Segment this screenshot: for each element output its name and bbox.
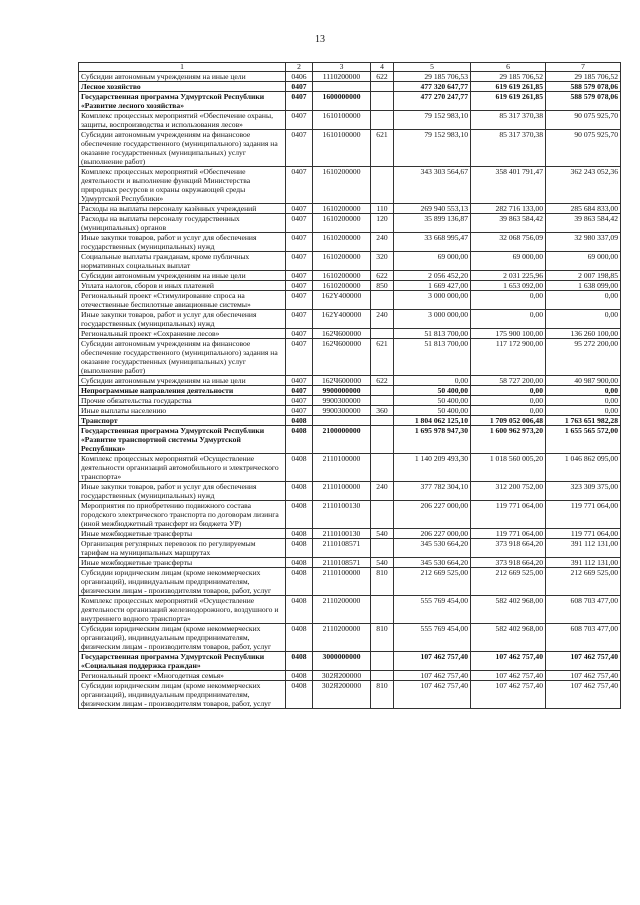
row-amount-col7: 32 980 337,09 xyxy=(546,233,621,252)
row-section-code: 0407 xyxy=(286,252,313,271)
row-target-article: 9900300000 xyxy=(313,396,371,406)
row-amount-col5: 0,00 xyxy=(394,376,471,386)
table-row xyxy=(79,339,621,376)
row-amount-col7: 608 703 477,00 xyxy=(546,596,621,624)
row-name: Субсидии автономным учреждениям на иные цели xyxy=(79,376,286,386)
table-row xyxy=(79,82,621,92)
row-target-article: 1610200000 xyxy=(313,204,371,214)
row-amount-col7: 0,00 xyxy=(546,291,621,310)
row-section-code: 0408 xyxy=(286,501,313,529)
row-amount-col5: 555 769 454,00 xyxy=(394,624,471,652)
row-expense-type xyxy=(371,454,394,482)
row-target-article: 2110200000 xyxy=(313,596,371,624)
row-section-code: 0408 xyxy=(286,426,313,454)
row-amount-col7: 1 763 651 982,28 xyxy=(546,416,621,426)
row-amount-col7: 40 987 900,00 xyxy=(546,376,621,386)
row-expense-type: 320 xyxy=(371,252,394,271)
table-row xyxy=(79,501,621,529)
row-amount-col7: 0,00 xyxy=(546,386,621,396)
row-name: Лесное хозяйство xyxy=(79,82,286,92)
table-row xyxy=(79,454,621,482)
row-amount-col6: 582 402 968,00 xyxy=(471,596,546,624)
column-header: 4 xyxy=(371,63,394,72)
row-section-code: 0408 xyxy=(286,558,313,568)
row-expense-type xyxy=(371,539,394,558)
row-name: Субсидии автономным учреждениям на иные цели xyxy=(79,72,286,82)
row-target-article: 1610100000 xyxy=(313,130,371,167)
row-name: Субсидии автономным учреждениям на иные цели xyxy=(79,271,286,281)
row-amount-col6: 1 709 052 006,48 xyxy=(471,416,546,426)
row-amount-col5: 1 804 062 125,10 xyxy=(394,416,471,426)
row-name: Субсидии юридическим лицам (кроме некоммерческих организаций), индивидуальным предпринимателям, физическим лицам - производителям товаров, работ, услуг xyxy=(79,681,286,709)
row-amount-col5: 477 270 247,77 xyxy=(394,92,471,111)
row-section-code: 0407 xyxy=(286,214,313,233)
row-amount-col6: 1 018 560 005,20 xyxy=(471,454,546,482)
row-target-article: 2110100130 xyxy=(313,529,371,539)
table-header-row xyxy=(79,63,621,72)
row-expense-type: 850 xyxy=(371,281,394,291)
table-row xyxy=(79,271,621,281)
row-amount-col7: 107 462 757,40 xyxy=(546,671,621,681)
table-row xyxy=(79,406,621,416)
row-amount-col5: 79 152 983,10 xyxy=(394,111,471,130)
row-section-code: 0408 xyxy=(286,454,313,482)
row-name: Мероприятия по приобретению подвижного состава городского электрического транспорта по договорам лизинга (иной межбюджетный трансферт из бюджета УР) xyxy=(79,501,286,529)
row-target-article: 162Y400000 xyxy=(313,310,371,329)
row-amount-col6: 373 918 664,20 xyxy=(471,558,546,568)
row-target-article: 302Я200000 xyxy=(313,671,371,681)
row-section-code: 0408 xyxy=(286,416,313,426)
table-row xyxy=(79,233,621,252)
row-amount-col7: 95 272 200,00 xyxy=(546,339,621,376)
row-section-code: 0407 xyxy=(286,167,313,204)
table-row xyxy=(79,111,621,130)
row-target-article: 2110200000 xyxy=(313,624,371,652)
table-row xyxy=(79,681,621,709)
row-expense-type xyxy=(371,291,394,310)
column-header: 1 xyxy=(79,63,286,72)
column-header: 3 xyxy=(313,63,371,72)
row-amount-col5: 206 227 000,00 xyxy=(394,501,471,529)
row-amount-col6: 1 653 092,00 xyxy=(471,281,546,291)
row-section-code: 0407 xyxy=(286,271,313,281)
row-amount-col6: 175 900 100,00 xyxy=(471,329,546,339)
row-expense-type: 240 xyxy=(371,482,394,501)
row-name: Комплекс процессных мероприятий «Обеспечение деятельности и выполнение функций Министерства природных ресурсов и охраны окружающей среды Удмуртской Республики» xyxy=(79,167,286,204)
table-row xyxy=(79,214,621,233)
row-amount-col5: 33 668 995,47 xyxy=(394,233,471,252)
row-amount-col5: 345 530 664,20 xyxy=(394,558,471,568)
row-amount-col5: 212 669 525,00 xyxy=(394,568,471,596)
row-target-article: 9900300000 xyxy=(313,406,371,416)
row-target-article: 2110100000 xyxy=(313,454,371,482)
table-row xyxy=(79,671,621,681)
row-amount-col7: 362 243 052,36 xyxy=(546,167,621,204)
row-amount-col5: 269 940 553,13 xyxy=(394,204,471,214)
row-amount-col6: 619 619 261,85 xyxy=(471,82,546,92)
row-name: Комплекс процессных мероприятий «Обеспечение охраны, защиты, воспроизводства и использования лесов» xyxy=(79,111,286,130)
table-row xyxy=(79,291,621,310)
row-amount-col7: 69 000,00 xyxy=(546,252,621,271)
row-amount-col6: 212 669 525,00 xyxy=(471,568,546,596)
row-target-article: 162Ч600000 xyxy=(313,329,371,339)
row-expense-type xyxy=(371,386,394,396)
row-amount-col7: 1 046 862 095,00 xyxy=(546,454,621,482)
row-expense-type xyxy=(371,596,394,624)
row-amount-col7: 608 703 477,00 xyxy=(546,624,621,652)
row-amount-col6: 312 200 752,00 xyxy=(471,482,546,501)
row-amount-col7: 391 112 131,00 xyxy=(546,539,621,558)
row-amount-col7: 0,00 xyxy=(546,310,621,329)
row-amount-col7: 90 075 925,70 xyxy=(546,111,621,130)
row-section-code: 0408 xyxy=(286,671,313,681)
row-amount-col6: 119 771 064,00 xyxy=(471,501,546,529)
row-section-code: 0408 xyxy=(286,681,313,709)
row-target-article: 1610200000 xyxy=(313,167,371,204)
row-section-code: 0407 xyxy=(286,329,313,339)
row-expense-type: 240 xyxy=(371,310,394,329)
row-amount-col7: 588 579 078,06 xyxy=(546,92,621,111)
table-row xyxy=(79,396,621,406)
row-amount-col7: 0,00 xyxy=(546,396,621,406)
row-target-article: 1610200000 xyxy=(313,281,371,291)
row-section-code: 0407 xyxy=(286,310,313,329)
row-target-article: 162Ч600000 xyxy=(313,339,371,376)
row-name: Субсидии автономным учреждениям на финансовое обеспечение государственного (муниципального) задания на оказание государственных (муниципальных) услуг (выполнение работ) xyxy=(79,130,286,167)
row-amount-col5: 29 185 706,53 xyxy=(394,72,471,82)
page-number: 13 xyxy=(315,34,325,45)
row-amount-col6: 85 317 370,38 xyxy=(471,130,546,167)
row-amount-col7: 107 462 757,40 xyxy=(546,681,621,709)
table-row xyxy=(79,281,621,291)
row-section-code: 0407 xyxy=(286,281,313,291)
row-name: Региональный проект «Сохранение лесов» xyxy=(79,329,286,339)
row-name: Иные закупки товаров, работ и услуг для обеспечения государственных (муниципальных) нужд xyxy=(79,233,286,252)
row-amount-col5: 377 782 304,10 xyxy=(394,482,471,501)
row-amount-col5: 51 813 700,00 xyxy=(394,339,471,376)
row-name: Субсидии автономным учреждениям на финансовое обеспечение государственного (муниципального) задания на оказание государственных (муниципальных) услуг (выполнение работ) xyxy=(79,339,286,376)
row-target-article: 162Ч600000 xyxy=(313,376,371,386)
row-amount-col5: 1 140 209 493,30 xyxy=(394,454,471,482)
row-section-code: 0407 xyxy=(286,396,313,406)
table-row xyxy=(79,416,621,426)
row-expense-type: 621 xyxy=(371,130,394,167)
row-amount-col6: 32 068 756,09 xyxy=(471,233,546,252)
table-row xyxy=(79,130,621,167)
row-amount-col7: 0,00 xyxy=(546,406,621,416)
table-row xyxy=(79,167,621,204)
row-target-article: 1610200000 xyxy=(313,214,371,233)
row-target-article: 302Я200000 xyxy=(313,681,371,709)
row-expense-type xyxy=(371,426,394,454)
row-section-code: 0407 xyxy=(286,233,313,252)
row-amount-col6: 358 401 791,47 xyxy=(471,167,546,204)
row-section-code: 0408 xyxy=(286,482,313,501)
row-target-article: 3000000000 xyxy=(313,652,371,671)
row-amount-col7: 1 638 099,00 xyxy=(546,281,621,291)
row-name: Иные выплаты населению xyxy=(79,406,286,416)
row-amount-col6: 69 000,00 xyxy=(471,252,546,271)
row-amount-col5: 51 813 700,00 xyxy=(394,329,471,339)
row-amount-col7: 107 462 757,40 xyxy=(546,652,621,671)
row-amount-col6: 107 462 757,40 xyxy=(471,681,546,709)
row-section-code: 0407 xyxy=(286,339,313,376)
row-amount-col5: 1 669 427,00 xyxy=(394,281,471,291)
row-section-code: 0407 xyxy=(286,130,313,167)
row-amount-col5: 107 462 757,40 xyxy=(394,681,471,709)
row-amount-col6: 0,00 xyxy=(471,396,546,406)
row-amount-col6: 107 462 757,40 xyxy=(471,671,546,681)
row-target-article: 2110100130 xyxy=(313,501,371,529)
row-name: Субсидии юридическим лицам (кроме некоммерческих организаций), индивидуальным предпринимателям, физическим лицам - производителям товаров, работ, услуг xyxy=(79,568,286,596)
row-name: Региональный проект «Многодетная семья» xyxy=(79,671,286,681)
table-row xyxy=(79,329,621,339)
table-row xyxy=(79,529,621,539)
row-amount-col7: 136 260 100,00 xyxy=(546,329,621,339)
row-amount-col5: 477 320 647,77 xyxy=(394,82,471,92)
row-amount-col5: 3 000 000,00 xyxy=(394,310,471,329)
row-expense-type xyxy=(371,501,394,529)
row-target-article: 2110100000 xyxy=(313,482,371,501)
row-section-code: 0408 xyxy=(286,624,313,652)
row-amount-col6: 29 185 706,52 xyxy=(471,72,546,82)
row-target-article: 1610200000 xyxy=(313,233,371,252)
row-name: Государственная программа Удмуртской Республики «Развитие лесного хозяйства» xyxy=(79,92,286,111)
table-row xyxy=(79,426,621,454)
row-name: Региональный проект «Стимулирование спроса на отечественные беспилотные авиационные системы» xyxy=(79,291,286,310)
row-amount-col6: 2 031 225,96 xyxy=(471,271,546,281)
row-section-code: 0407 xyxy=(286,376,313,386)
row-target-article: 1110200000 xyxy=(313,72,371,82)
table-row xyxy=(79,652,621,671)
row-amount-col6: 85 317 370,38 xyxy=(471,111,546,130)
column-header: 5 xyxy=(394,63,471,72)
table-row xyxy=(79,482,621,501)
row-expense-type: 810 xyxy=(371,624,394,652)
table-row xyxy=(79,386,621,396)
table-row xyxy=(79,624,621,652)
row-expense-type xyxy=(371,111,394,130)
row-amount-col5: 35 899 136,87 xyxy=(394,214,471,233)
row-name: Социальные выплаты гражданам, кроме публичных нормативных социальных выплат xyxy=(79,252,286,271)
table-row xyxy=(79,72,621,82)
row-amount-col7: 391 112 131,00 xyxy=(546,558,621,568)
row-amount-col6: 582 402 968,00 xyxy=(471,624,546,652)
table-row xyxy=(79,558,621,568)
row-target-article: 1610200000 xyxy=(313,271,371,281)
row-section-code: 0408 xyxy=(286,568,313,596)
row-amount-col6: 1 600 962 973,20 xyxy=(471,426,546,454)
row-expense-type: 622 xyxy=(371,376,394,386)
row-expense-type: 540 xyxy=(371,558,394,568)
row-amount-col5: 50 400,00 xyxy=(394,396,471,406)
budget-table xyxy=(78,62,621,709)
table-row xyxy=(79,376,621,386)
row-expense-type: 810 xyxy=(371,681,394,709)
row-expense-type: 622 xyxy=(371,72,394,82)
row-amount-col7: 119 771 064,00 xyxy=(546,501,621,529)
row-amount-col5: 3 000 000,00 xyxy=(394,291,471,310)
row-name: Комплекс процессных мероприятий «Осуществление деятельности организаций железнодорожного, воздушного и внутреннего водного транспорта» xyxy=(79,596,286,624)
row-amount-col5: 1 695 978 947,30 xyxy=(394,426,471,454)
row-name: Организация регулярных перевозок по регулируемым тарифам на муниципальных маршрутах xyxy=(79,539,286,558)
row-expense-type: 240 xyxy=(371,233,394,252)
row-target-article: 2100000000 xyxy=(313,426,371,454)
row-section-code: 0408 xyxy=(286,529,313,539)
row-name: Иные закупки товаров, работ и услуг для обеспечения государственных (муниципальных) нужд xyxy=(79,310,286,329)
row-amount-col7: 588 579 078,06 xyxy=(546,82,621,92)
row-amount-col7: 285 684 833,00 xyxy=(546,204,621,214)
row-name: Прочие обязательства государства xyxy=(79,396,286,406)
table-row xyxy=(79,252,621,271)
row-section-code: 0407 xyxy=(286,291,313,310)
table-row xyxy=(79,92,621,111)
row-amount-col5: 107 462 757,40 xyxy=(394,652,471,671)
row-name: Уплата налогов, сборов и иных платежей xyxy=(79,281,286,291)
table-row xyxy=(79,539,621,558)
row-amount-col7: 29 185 706,52 xyxy=(546,72,621,82)
row-amount-col6: 117 172 900,00 xyxy=(471,339,546,376)
row-section-code: 0408 xyxy=(286,539,313,558)
row-expense-type xyxy=(371,92,394,111)
row-name: Непрограммные направления деятельности xyxy=(79,386,286,396)
row-name: Государственная программа Удмуртской Республики «Социальная поддержка граждан» xyxy=(79,652,286,671)
row-section-code: 0408 xyxy=(286,596,313,624)
row-expense-type: 621 xyxy=(371,339,394,376)
row-amount-col5: 107 462 757,40 xyxy=(394,671,471,681)
row-amount-col5: 343 303 564,67 xyxy=(394,167,471,204)
row-name: Иные межбюджетные трансферты xyxy=(79,529,286,539)
row-amount-col7: 1 655 565 572,00 xyxy=(546,426,621,454)
row-section-code: 0407 xyxy=(286,406,313,416)
row-amount-col5: 555 769 454,00 xyxy=(394,596,471,624)
row-expense-type xyxy=(371,652,394,671)
row-expense-type xyxy=(371,416,394,426)
row-section-code: 0407 xyxy=(286,386,313,396)
row-expense-type: 120 xyxy=(371,214,394,233)
row-section-code: 0407 xyxy=(286,82,313,92)
row-amount-col6: 0,00 xyxy=(471,406,546,416)
row-name: Государственная программа Удмуртской Республики «Развитие транспортной системы Удмуртской Республики» xyxy=(79,426,286,454)
row-amount-col5: 345 530 664,20 xyxy=(394,539,471,558)
row-amount-col5: 69 000,00 xyxy=(394,252,471,271)
row-amount-col7: 119 771 064,00 xyxy=(546,529,621,539)
row-amount-col5: 50 400,00 xyxy=(394,386,471,396)
row-expense-type xyxy=(371,671,394,681)
row-target-article: 1610100000 xyxy=(313,111,371,130)
row-section-code: 0407 xyxy=(286,92,313,111)
row-target-article: 9900000000 xyxy=(313,386,371,396)
row-amount-col6: 39 863 584,42 xyxy=(471,214,546,233)
row-name: Комплекс процессных мероприятий «Осуществление деятельности организаций автомобильного и электрического транспорта» xyxy=(79,454,286,482)
row-amount-col7: 212 669 525,00 xyxy=(546,568,621,596)
row-expense-type: 110 xyxy=(371,204,394,214)
row-expense-type xyxy=(371,329,394,339)
row-section-code: 0406 xyxy=(286,72,313,82)
row-name: Иные межбюджетные трансферты xyxy=(79,558,286,568)
row-expense-type: 360 xyxy=(371,406,394,416)
row-section-code: 0407 xyxy=(286,204,313,214)
row-amount-col6: 0,00 xyxy=(471,386,546,396)
row-expense-type xyxy=(371,167,394,204)
row-amount-col7: 39 863 584,42 xyxy=(546,214,621,233)
row-amount-col6: 619 619 261,85 xyxy=(471,92,546,111)
column-header: 6 xyxy=(471,63,546,72)
row-amount-col6: 0,00 xyxy=(471,310,546,329)
table-row xyxy=(79,310,621,329)
row-section-code: 0408 xyxy=(286,652,313,671)
row-amount-col7: 323 309 375,00 xyxy=(546,482,621,501)
row-name: Расходы на выплаты персоналу казённых учреждений xyxy=(79,204,286,214)
column-header: 2 xyxy=(286,63,313,72)
table-row xyxy=(79,204,621,214)
row-target-article: 1600000000 xyxy=(313,92,371,111)
row-expense-type xyxy=(371,82,394,92)
row-amount-col7: 90 075 925,70 xyxy=(546,130,621,167)
row-name: Иные закупки товаров, работ и услуг для обеспечения государственных (муниципальных) нужд xyxy=(79,482,286,501)
row-amount-col6: 373 918 664,20 xyxy=(471,539,546,558)
column-header: 7 xyxy=(546,63,621,72)
row-target-article xyxy=(313,82,371,92)
row-section-code: 0407 xyxy=(286,111,313,130)
row-amount-col6: 282 716 133,00 xyxy=(471,204,546,214)
row-expense-type xyxy=(371,396,394,406)
row-amount-col6: 119 771 064,00 xyxy=(471,529,546,539)
row-expense-type: 622 xyxy=(371,271,394,281)
row-target-article: 2110108571 xyxy=(313,539,371,558)
row-amount-col6: 0,00 xyxy=(471,291,546,310)
row-name: Расходы на выплаты персоналу государственных (муниципальных) органов xyxy=(79,214,286,233)
row-target-article: 2110108571 xyxy=(313,558,371,568)
row-target-article xyxy=(313,416,371,426)
row-amount-col5: 206 227 000,00 xyxy=(394,529,471,539)
row-name: Субсидии юридическим лицам (кроме некоммерческих организаций), индивидуальным предпринимателям, физическим лицам - производителям товаров, работ, услуг xyxy=(79,624,286,652)
row-amount-col7: 2 007 198,85 xyxy=(546,271,621,281)
row-target-article: 162Y400000 xyxy=(313,291,371,310)
row-target-article: 2110100000 xyxy=(313,568,371,596)
row-name: Транспорт xyxy=(79,416,286,426)
row-target-article: 1610200000 xyxy=(313,252,371,271)
row-amount-col6: 107 462 757,40 xyxy=(471,652,546,671)
row-amount-col5: 2 056 452,20 xyxy=(394,271,471,281)
table-row xyxy=(79,568,621,596)
row-amount-col5: 50 400,00 xyxy=(394,406,471,416)
row-expense-type: 540 xyxy=(371,529,394,539)
row-expense-type: 810 xyxy=(371,568,394,596)
table-row xyxy=(79,596,621,624)
row-amount-col5: 79 152 983,10 xyxy=(394,130,471,167)
row-amount-col6: 58 727 200,00 xyxy=(471,376,546,386)
